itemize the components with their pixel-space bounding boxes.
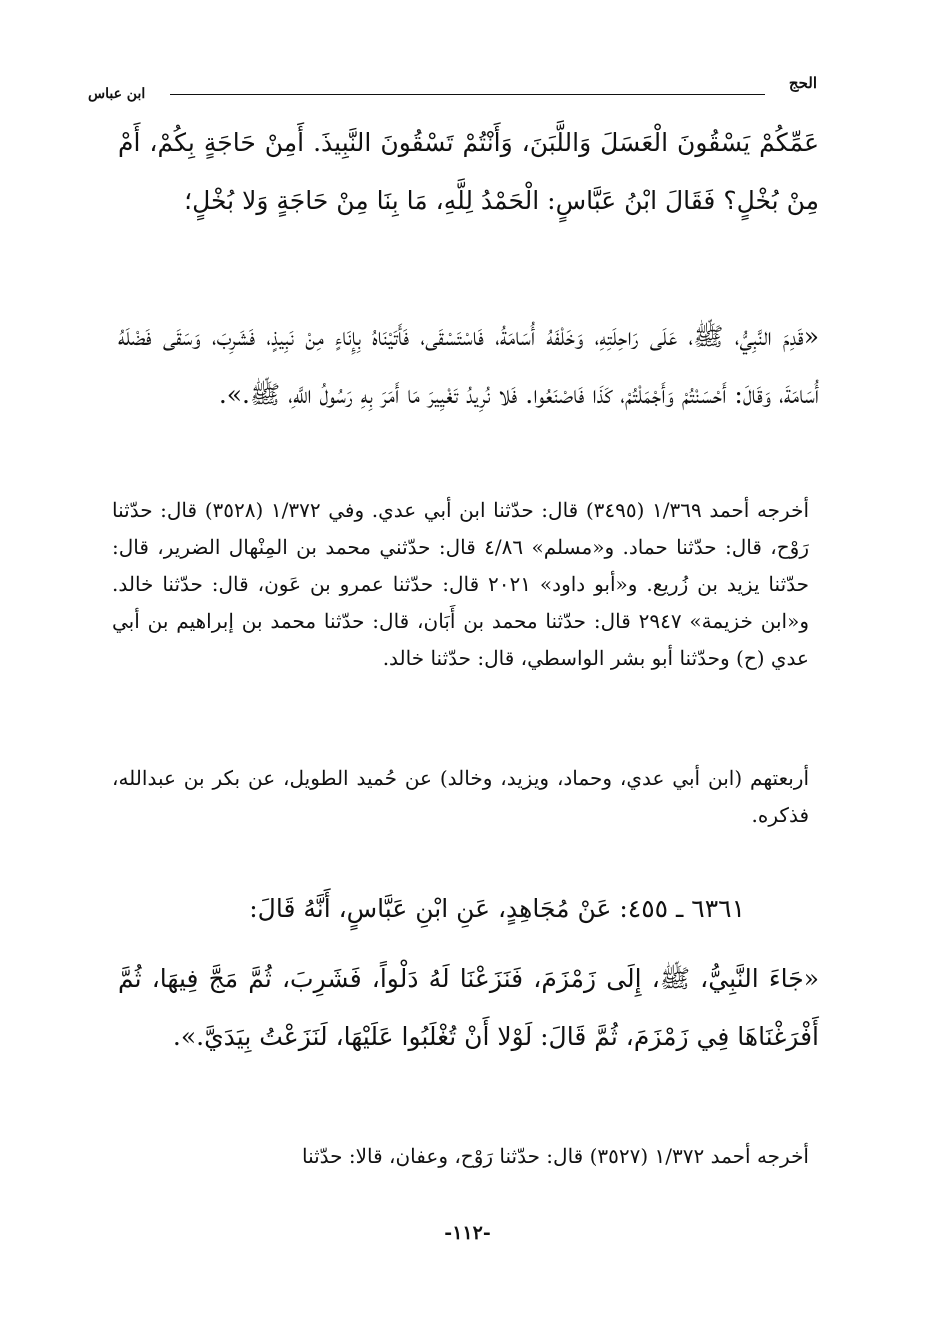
hadith-matn-zamzam: «جَاءَ النَّبِيُّ، ﷺ، إِلَى زَمْزَمَ، فَنَزَعْنَا لَهُ دَلْواً، فَشَرِبَ، ثُمَّ مَجَّ فِيهَا، ثُمَّ أَفْرَغْنَاهَا فِي زَمْزَمَ، ثُمَّ قَالَ: لَوْلا أَنْ تُغْلَبُوا عَلَيْهَا، لَنَزَعْتُ بِيَدَيَّ.». xyxy=(118,964,819,1051)
page-number: -١١٢- xyxy=(444,1222,491,1244)
hadith-isnad-heading: ٦٣٦١ ـ ٤٥٥: عَنْ مُجَاهِدٍ، عَنِ ابْنِ عَبَّاسٍ، أَنَّهُ قَالَ: xyxy=(249,894,745,923)
hadith-matn: «قَدِمَ النَّبِيُّ، ﷺ، عَلَى رَاحِلَتِهِ، وَخَلْفَهُ أُسَامَةُ، فَاسْتَسْقَى، فَأَتَيْنَاهُ بِإِنَاءٍ مِنْ نَبِيذٍ، فَشَرِبَ، وَسَقَى فَضْلَهُ أُسَامَةَ، وَقَالَ: أَحْسَنْتُمْ وَأَجْمَلْتُمْ، كَذَا فَاصْنَعُوا. فَلا نُرِيدُ تَغْيِيرَ مَا أَمَرَ بِهِ رَسُولُ اللَّهِ، ﷺ.». xyxy=(118,322,819,409)
takhrij-summary: أربعتهم (ابن أبي عدي، وحماد، ويزيد، وخالد) عن حُميد الطويل، عن بكر بن عبدالله، فذكره. xyxy=(112,766,809,827)
running-header xyxy=(88,74,817,114)
takhrij-paragraph-2: أخرجه أحمد ١/٣٧٢ (٣٥٢٧) قال: حدّثنا رَوْح، وعفان، قالا: حدّثنا xyxy=(301,1144,809,1168)
header-book-title: الحج xyxy=(788,74,817,92)
takhrij-paragraph: أخرجه أحمد ١/٣٦٩ (٣٤٩٥) قال: حدّثنا ابن أبي عدي. وفي ١/٣٧٢ (٣٥٢٨) قال: حدّثنا رَوْح، قال: حدّثنا حماد. و«مسلم» ٤/٨٦ قال: حدّثني محمد بن المِنْهال الضرير، قال: حدّثنا يزيد بن زُريع. و«أبو داود» ٢٠٢١ قال: حدّثنا عمرو بن عَون، قال: حدّثنا خالد. و«ابن خزيمة» ٢٩٤٧ قال: حدّثنا محمد بن أَبَان، قال: حدّثنا محمد بن إبراهيم بن أبي عدي (ح) وحدّثنا أبو بشر الواسطي، قال: حدّثنا خالد. xyxy=(112,498,810,670)
header-section-title: ابن عباس xyxy=(88,86,146,102)
header-rule xyxy=(170,94,765,95)
hadith-text-continued: عَمِّكُمْ يَسْقُونَ الْعَسَلَ وَاللَّبَنَ، وَأَنْتُمْ تَسْقُونَ النَّبِيذَ. أَمِنْ حَاجَةٍ بِكُمْ، أَمْ مِنْ بُخْلٍ؟ فَقَالَ ابْنُ عَبَّاسٍ: الْحَمْدُ لِلَّهِ، مَا بِنَا مِنْ حَاجَةٍ وَلا بُخْلٍ؛ xyxy=(118,128,819,215)
